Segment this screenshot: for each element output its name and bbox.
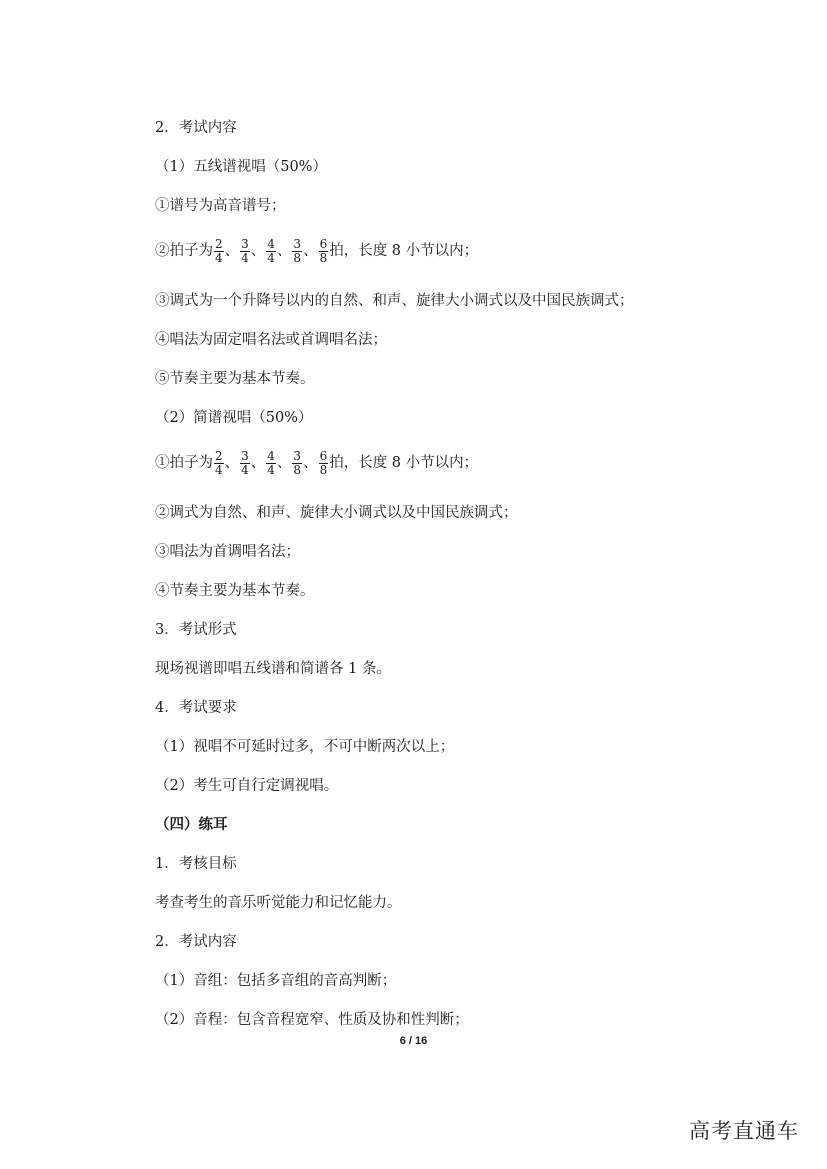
separator: 、 — [224, 243, 240, 259]
separator: 、 — [250, 243, 266, 259]
time-signature-numerator: 3 — [241, 236, 249, 251]
section-heading: 1．考核目标 — [155, 856, 237, 872]
section-heading: 2．考试内容 — [155, 120, 237, 136]
time-signature-numerator: 2 — [215, 448, 223, 463]
subsection-heading: （2）简谱视唱（50%） — [155, 410, 313, 426]
list-item: ④唱法为固定唱名法或首调唱名法； — [155, 332, 387, 348]
separator: 、 — [303, 455, 318, 471]
list-item: ③调式为一个升降号以内的自然、和声、旋律大小调式以及中国民族调式； — [155, 293, 634, 309]
time-signature-denominator: 8 — [319, 462, 328, 477]
time-signature-list — [213, 448, 329, 477]
time-signature-numerator: 3 — [293, 236, 302, 251]
time-signature-denominator: 8 — [319, 250, 328, 265]
time-signature — [266, 450, 276, 477]
separator: 、 — [276, 243, 292, 259]
time-signature-numerator: 6 — [319, 448, 328, 463]
time-signature-denominator: 4 — [267, 250, 275, 265]
list-item: （1）视唱不可延时过多，不可中断两次以上； — [155, 739, 455, 755]
time-signature-denominator: 4 — [267, 462, 275, 477]
time-signature — [266, 238, 276, 265]
time-signature-denominator: 4 — [241, 250, 249, 265]
list-item: ①谱号为高音谱号； — [155, 198, 286, 214]
section-heading: 3．考试形式 — [155, 622, 237, 638]
time-signature-denominator: 4 — [215, 250, 223, 265]
separator: 、 — [224, 455, 240, 471]
time-signature-numerator: 2 — [215, 236, 223, 251]
time-signature-numerator: 4 — [267, 236, 275, 251]
time-signature-denominator: 4 — [215, 462, 223, 477]
time-signature-denominator: 4 — [241, 462, 249, 477]
separator: 、 — [250, 455, 266, 471]
page-number: 6 / 16 — [399, 1035, 428, 1047]
time-signature-numerator: 6 — [319, 236, 328, 251]
time-signature-numerator: 3 — [293, 448, 302, 463]
meter-line-staff — [155, 236, 478, 266]
time-signature-list — [213, 236, 329, 265]
time-signature — [214, 450, 224, 477]
time-signature — [292, 450, 302, 477]
time-signature — [240, 238, 250, 265]
list-item: （2）音程：包含音程宽窄、性质及协和性判断； — [155, 1012, 469, 1028]
paragraph: 考查考生的音乐听觉能力和记忆能力。 — [155, 895, 402, 911]
list-item: ④节奏主要为基本节奏。 — [155, 583, 315, 599]
subsection-heading: （1）五线谱视唱（50%） — [155, 159, 327, 175]
time-signature — [214, 238, 224, 265]
time-signature — [319, 238, 329, 265]
section-heading: 4．考试要求 — [155, 700, 237, 716]
meter-prefix: ①拍子为 — [155, 455, 213, 471]
list-item: ③唱法为首调唱名法； — [155, 544, 300, 560]
time-signature-numerator: 3 — [241, 448, 249, 463]
chapter-heading: （四）练耳 — [155, 816, 228, 833]
time-signature — [292, 238, 302, 265]
list-item: ②调式为自然、和声、旋律大小调式以及中国民族调式； — [155, 505, 518, 521]
meter-prefix: ②拍子为 — [155, 243, 213, 259]
paragraph: 现场视谱即唱五线谱和简谱各 1 条。 — [155, 661, 391, 677]
time-signature — [319, 450, 329, 477]
watermark: 高考直通车 — [689, 1119, 799, 1143]
list-item: ⑤节奏主要为基本节奏。 — [155, 371, 315, 387]
time-signature-denominator: 8 — [293, 462, 302, 477]
meter-suffix: 拍，长度 8 小节以内； — [329, 243, 479, 259]
separator: 、 — [276, 455, 292, 471]
time-signature — [240, 450, 250, 477]
separator: 、 — [303, 243, 318, 259]
list-item: （1）音组：包括多音组的音高判断； — [155, 973, 397, 989]
meter-line-jianpu — [155, 448, 478, 478]
list-item: （2）考生可自行定调视唱。 — [155, 778, 339, 794]
time-signature-denominator: 8 — [293, 250, 302, 265]
meter-suffix: 拍，长度 8 小节以内； — [329, 455, 479, 471]
section-heading: 2．考试内容 — [155, 934, 237, 950]
time-signature-numerator: 4 — [267, 448, 275, 463]
